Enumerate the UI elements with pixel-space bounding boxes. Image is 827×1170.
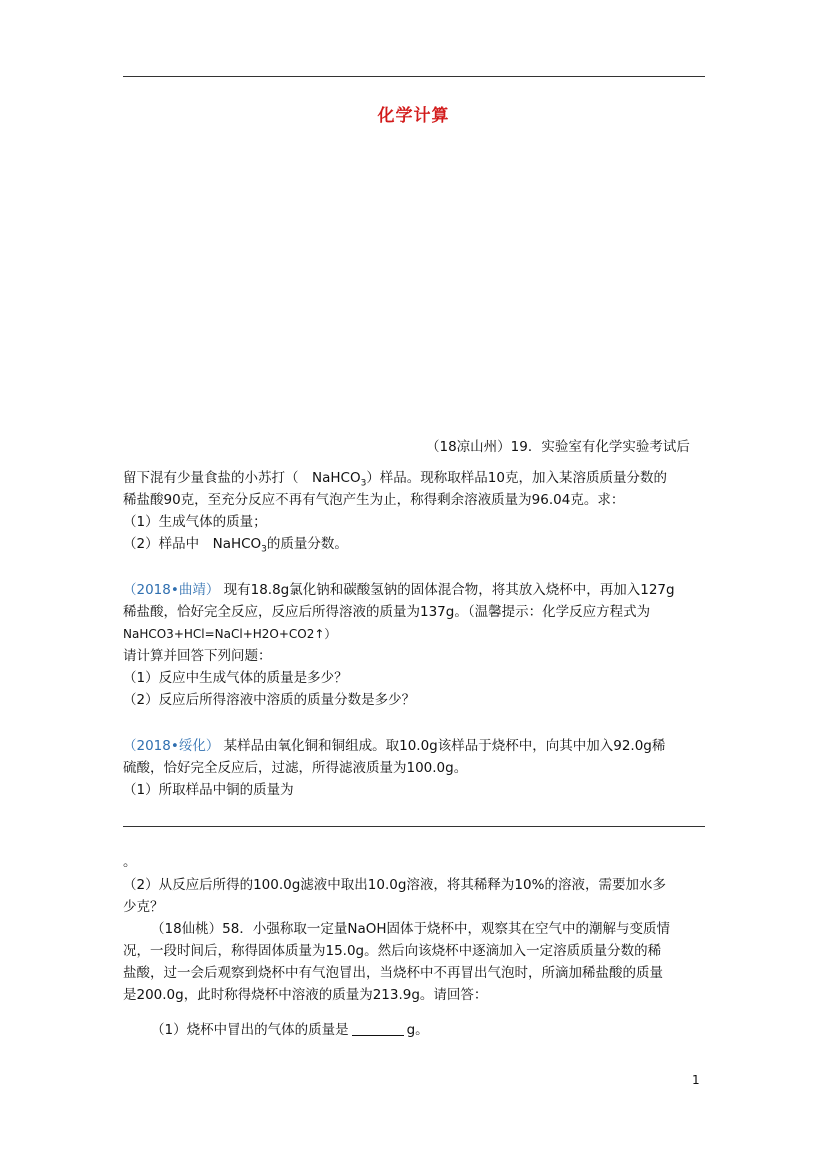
q1-line-2: 稀盐酸90克，至充分反应不再有气泡产生为止，称得剩余溶液质量为96.04克。求： (123, 492, 625, 508)
q2-line-5: （1）反应中生成气体的质量是多少？ (123, 670, 348, 686)
q3-line-5: （2）从反应后所得的100.0g滤液中取出10.0g溶液，将其稀释为10%的溶液，需要加水多 (123, 877, 666, 893)
q1-line-3: （1）生成气体的质量； (123, 514, 267, 530)
q4-line-5 (151, 1020, 429, 1040)
answer-blank[interactable] (352, 1021, 404, 1036)
header-rule (123, 76, 705, 77)
q1-line-4-sub: 3 (261, 544, 267, 555)
q3-line-4: 。 (123, 854, 137, 870)
q2-line-1-text: 现有18.8g氯化钠和碳酸氢钠的固体混合物，将其放入烧杯中，再加入127g (219, 582, 675, 598)
q1-line-1-a: 留下混有少量食盐的小苏打（ NaHCO (123, 470, 361, 486)
q4-line-4: 是200.0g，此时称得烧杯中溶液的质量为213.9g。请回答： (123, 987, 488, 1003)
q1-line-4 (123, 534, 348, 560)
q3-line-2: 硫酸，恰好完全反应后，过滤，所得滤液质量为100.0g。 (123, 760, 468, 776)
q1-intro: （18凉山州）19．实验室有化学实验考试后 (426, 439, 690, 455)
q2-source: （2018•曲靖） (123, 582, 220, 598)
q3-line-6: 少克？ (123, 899, 164, 915)
q2-line-6: （2）反应后所得溶液中溶质的质量分数是多少？ (123, 692, 416, 708)
q1-line-1-b: ）样品。现称取样品10克，加入某溶质质量分数的 (366, 470, 667, 486)
q4-line-1: （18仙桃）58．小强称取一定量NaOH固体于烧杯中，观察其在空气中的潮解与变质情 (151, 921, 671, 937)
q3-line-1-text: 某样品由氧化铜和铜组成。取10.0g该样品于烧杯中，向其中加入92.0g稀 (219, 738, 666, 754)
q2-line-1 (123, 580, 675, 600)
page-number: 1 (692, 1073, 700, 1087)
q3-line-3: （1）所取样品中铜的质量为 (123, 782, 294, 798)
q2-line-4: 请计算并回答下列问题： (123, 648, 272, 664)
q2-line-3: NaHCO3+HCl=NaCl+H2O+CO2↑） (123, 627, 337, 641)
q4-line-2: 况，一段时间后，称得固体质量为15.0g。然后向该烧杯中逐滴加入一定溶质质量分数的稀 (123, 943, 662, 959)
q1-line-1-sub: 3 (360, 478, 367, 489)
q4-line-3: 盐酸，过一会后观察到烧杯中有气泡冒出，当烧杯中不再冒出气泡时，所滴加稀盐酸的质量 (123, 965, 663, 981)
q1-line-4-b: 的质量分数。 (266, 536, 348, 552)
q4-line-5-b: g。 (406, 1022, 429, 1038)
q1-line-4-a: （2）样品中 NaHCO (123, 536, 262, 552)
q3-line-1 (123, 736, 665, 756)
page-title: 化学计算 (377, 106, 450, 126)
q4-line-5-a: （1）烧杯中冒出的气体的质量是 (151, 1022, 349, 1038)
section-rule (123, 826, 705, 827)
q3-source: （2018•绥化） (123, 738, 220, 754)
q2-line-2: 稀盐酸，恰好完全反应，反应后所得溶液的质量为137g。（温馨提示：化学反应方程式为 (123, 604, 651, 620)
